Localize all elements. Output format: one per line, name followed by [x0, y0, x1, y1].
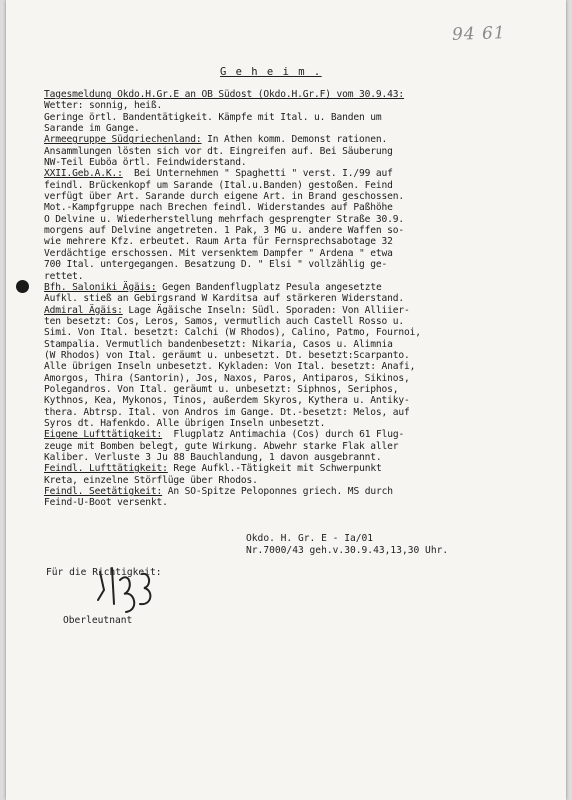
signatory-rank: Oberleutnant	[63, 615, 133, 626]
line-text: rettet.	[44, 270, 84, 282]
line-text: Lage Ägäische Inseln: Südl. Sporaden: Von Alliier-	[122, 304, 410, 316]
report-line	[44, 134, 554, 145]
line-text: Mot.-Kampfgruppe nach Brechen feindl. Widerstandes auf Paßhöhe	[44, 202, 393, 214]
report-line	[44, 418, 554, 429]
line-text: Stampalia. Vermutlich bandenbesetzt: Nikaria, Casos u. Alimnia	[44, 338, 393, 350]
line-text: Bei Unternehmen " Spaghetti " verst. I./99 auf	[122, 168, 393, 180]
report-line	[44, 180, 554, 191]
report-line	[44, 248, 554, 259]
report-line	[44, 497, 554, 508]
line-text: Ansammlungen lösten sich vor dt. Eingreifen auf. Bei Säuberung	[44, 145, 393, 157]
report-line	[44, 441, 554, 452]
report-line	[44, 214, 554, 225]
report-line	[44, 373, 554, 384]
report-line	[44, 384, 554, 395]
report-line	[44, 168, 554, 179]
report-line	[44, 225, 554, 236]
punch-hole	[16, 280, 29, 293]
line-text: NW-Teil Euböa örtl. Feindwiderstand.	[44, 157, 247, 169]
line-text: Gegen Bandenflugplatz Pesula angesetzte	[156, 281, 382, 293]
section-heading: Eigene Lufttätigkeit:	[44, 429, 163, 441]
report-headline: Tagesmeldung Okdo.H.Gr.E an OB Südost (Okdo.H.Gr.F) vom 30.9.43:	[44, 89, 405, 100]
line-text: thera. Abtrsp. Ital. von Andros im Gange. Dt.-besetzt: Melos, auf	[44, 406, 410, 418]
report-line	[44, 146, 554, 157]
report-body	[44, 89, 554, 509]
report-line	[44, 305, 554, 316]
report-line	[44, 123, 554, 134]
line-text: (W Rhodos) von Ital. geräumt u. unbesetzt. Dt. besetzt:Scarpanto.	[44, 349, 410, 361]
certification-text: Für die Richtigkeit:	[46, 567, 162, 578]
section-heading: Admiral Ägäis:	[44, 304, 123, 316]
report-line	[44, 271, 554, 282]
report-line	[44, 282, 554, 293]
report-line	[44, 395, 554, 406]
report-line	[44, 350, 554, 361]
line-text: An SO-Spitze Peloponnes griech. MS durch	[162, 486, 393, 498]
report-line	[44, 361, 554, 372]
line-text: Polegandros. Von Ital. geräumt u. unbesetzt: Siphnos, Seriphos,	[44, 383, 399, 395]
line-text: Kythnos, Kea, Mykonos, Tinos, außerdem Skyros, Kythera u. Antiky-	[44, 395, 410, 407]
section-heading: Feindl. Lufttätigkeit:	[44, 463, 168, 475]
report-line	[44, 316, 554, 327]
signature-block	[246, 533, 448, 557]
report-line	[44, 100, 554, 111]
line-text: In Athen komm. Demonst rationen.	[201, 134, 388, 146]
line-text: ten besetzt: Cos, Leros, Samos, vermutlich auch Castell Rosso u.	[44, 315, 405, 327]
archive-reference-number: 94 61	[451, 23, 507, 45]
report-line	[44, 112, 554, 123]
line-text: Syros dt. Hafenkdo. Alle übrigen Inseln unbesetzt.	[44, 417, 326, 429]
line-text: Feind-U-Boot versenkt.	[44, 497, 168, 509]
report-line	[44, 236, 554, 247]
report-line	[44, 293, 554, 304]
handwritten-signature	[90, 560, 170, 620]
report-line	[44, 407, 554, 418]
line-text: zeuge mit Bomben belegt, gute Wirkung. Abwehr starke Flak aller	[44, 440, 399, 452]
line-text: wie mehrere Kfz. erbeutet. Raum Arta für Fernsprechsabotage 32	[44, 236, 393, 248]
line-text: 700 Ital. untergegangen. Besatzung D. " Elsi " vollzählig ge-	[44, 259, 388, 271]
report-line	[44, 452, 554, 463]
line-text: Amorgos, Thira (Santorin), Jos, Naxos, Paros, Antiparos, Sikinos,	[44, 372, 410, 384]
line-text: Kaliber. Verluste 3 Ju 88 Bauchlandung, 1 davon ausgebrannt.	[44, 452, 382, 463]
section-heading: XXII.Geb.A.K.:	[44, 168, 123, 180]
document-page	[6, 0, 566, 800]
line-text: morgens auf Delvine angetreten. 1 Pak, 3 MG u. andere Waffen so-	[44, 225, 405, 237]
line-text: Sarande im Gange.	[44, 123, 140, 135]
line-text: Alle übrigen Inseln unbesetzt. Kykladen: Von Ital. besetzt: Anafi,	[44, 361, 416, 373]
line-text: Verdächtige erschossen. Mit versenktem Dampfer " Ardena " etwa	[44, 247, 393, 259]
line-text: O Delvine u. Wiederherstellung mehrfach gesprengter Straße 30.9.	[44, 213, 405, 225]
line-text: Simi. Von Ital. besetzt: Calchi (W Rhodos), Calino, Patmo, Fournoi,	[44, 327, 421, 339]
section-heading: Feindl. Seetätigkeit:	[44, 486, 163, 498]
report-line	[44, 157, 554, 168]
line-text: Geringe örtl. Bandentätigkeit. Kämpfe mit Ital. u. Banden um	[44, 111, 382, 123]
section-heading: Bfh. Saloniki Ägäis:	[44, 281, 157, 293]
report-line	[44, 429, 554, 440]
report-line	[44, 475, 554, 486]
report-line	[44, 463, 554, 474]
classification-title: G e h e i m .	[220, 66, 322, 78]
report-line	[44, 486, 554, 497]
line-text: Rege Aufkl.-Tätigkeit mit Schwerpunkt	[167, 463, 382, 475]
line-text: feindl. Brückenkopf um Sarande (Ital.u.Banden) gestoßen. Feind	[44, 179, 393, 191]
report-line	[44, 191, 554, 202]
signature-line-1: Okdo. H. Gr. E - Ia/01	[246, 533, 374, 544]
line-text: Flugplatz Antimachia (Cos) durch 61 Flug-	[162, 429, 405, 441]
report-line	[44, 259, 554, 270]
signature-line-2: Nr.7000/43 geh.v.30.9.43,13,30 Uhr.	[246, 545, 449, 556]
line-text: verfügt über Art. Sarande durch eigene Art. in Brand geschossen.	[44, 191, 405, 203]
report-line	[44, 202, 554, 213]
report-line	[44, 339, 554, 350]
report-line	[44, 327, 554, 338]
line-text: Wetter: sonnig, heiß.	[44, 100, 163, 112]
line-text: Kreta, einzelne Störflüge über Rhodos.	[44, 474, 258, 486]
section-heading: Armeegruppe Südgriechenland:	[44, 134, 202, 146]
line-text: Aufkl. stieß an Gebirgsrand W Karditsa auf stärkeren Widerstand.	[44, 293, 405, 305]
